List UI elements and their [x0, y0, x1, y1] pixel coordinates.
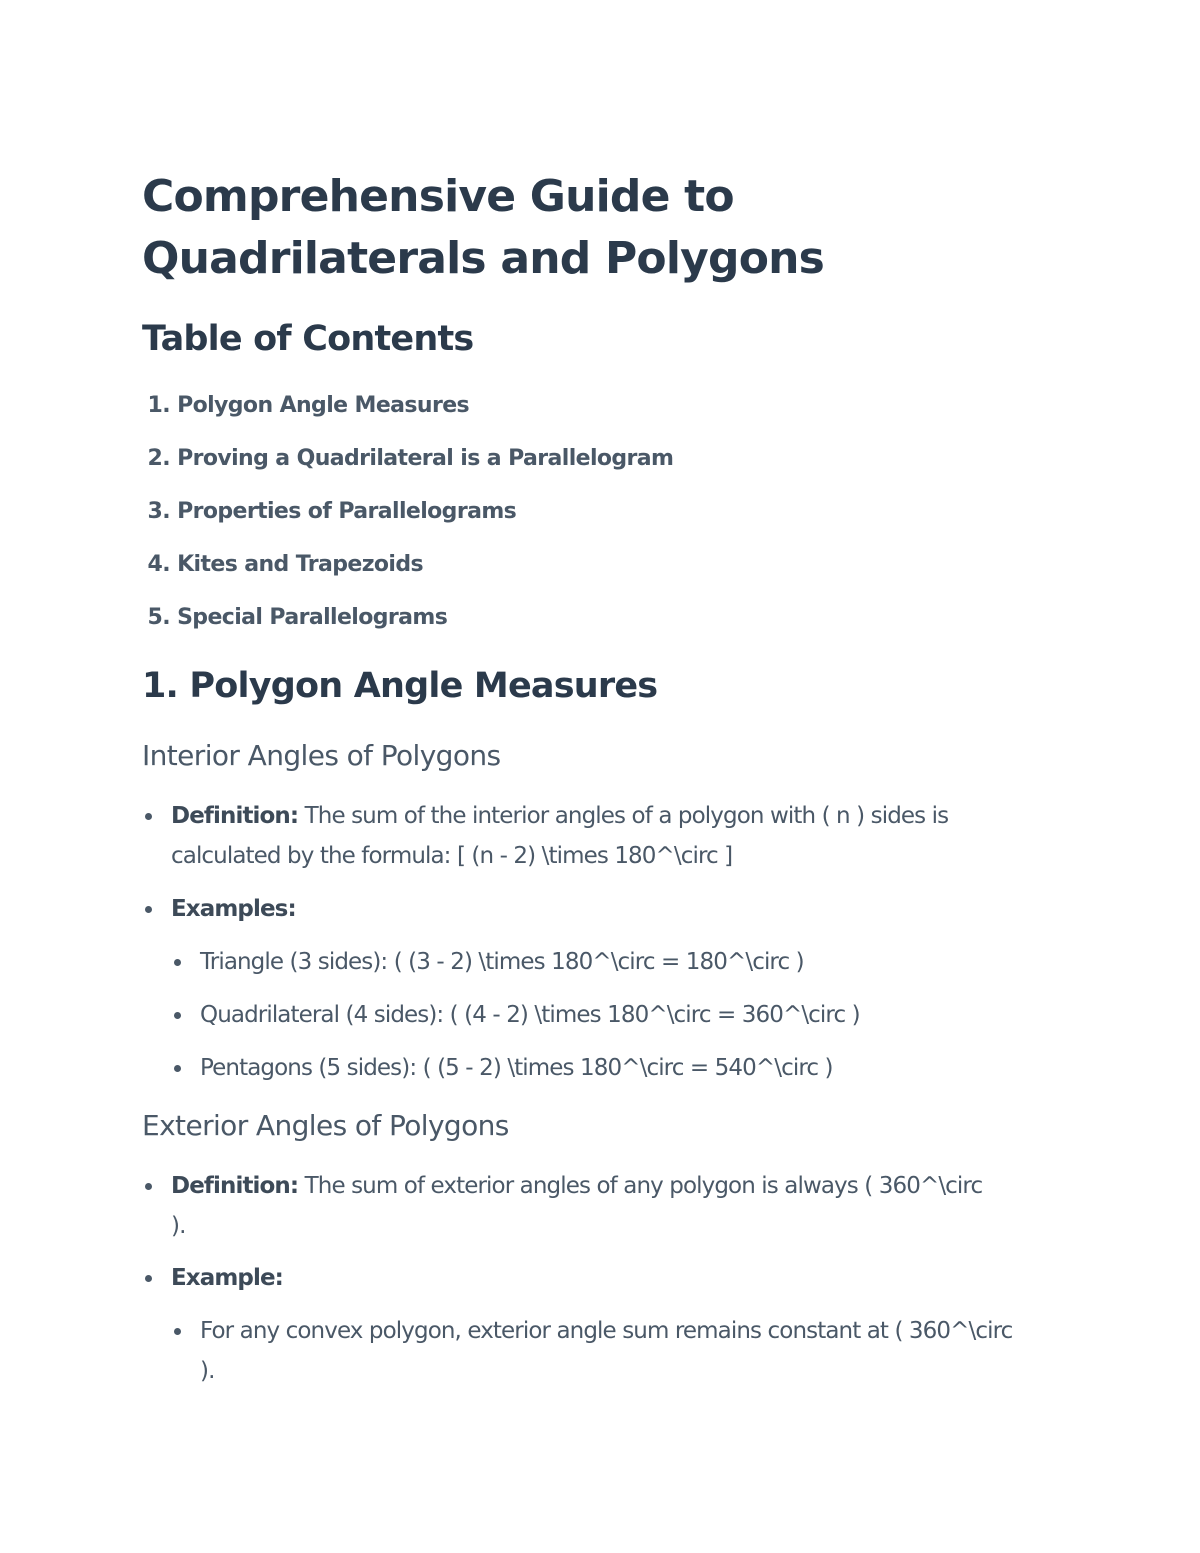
toc-item-4[interactable]: [142, 550, 423, 580]
toc-number: 2.: [147, 446, 170, 471]
example-text: Quadrilateral (4 sides): ( (4 - 2) \times 180^\circ = 360^\circ ): [200, 1002, 860, 1028]
example-text: For any convex polygon, exterior angle sum remains constant at ( 360^\circ ).: [200, 1318, 1013, 1384]
list-item-examples: [171, 889, 1061, 929]
toc-label: Proving a Quadrilateral is a Parallelogram: [177, 446, 674, 471]
toc-label: Kites and Trapezoids: [177, 552, 424, 577]
definition-label: Definition:: [171, 1173, 299, 1199]
bullet-icon: [174, 1012, 181, 1019]
example-text: Triangle (3 sides): ( (3 - 2) \times 180^\circ = 180^\circ ): [200, 949, 804, 975]
examples-label: Examples:: [171, 896, 296, 922]
list-item-example-quadrilateral: [200, 995, 1050, 1035]
section-heading-polygon-angle-measures: 1. Polygon Angle Measures: [142, 666, 658, 706]
example-text: Pentagons (5 sides): ( (5 - 2) \times 180^\circ = 540^\circ ): [200, 1055, 833, 1081]
toc-item-5[interactable]: [142, 603, 447, 633]
bullet-icon: [145, 813, 152, 820]
toc-label: Special Parallelograms: [177, 605, 448, 630]
toc-heading: Table of Contents: [142, 319, 474, 359]
toc-label: Properties of Parallelograms: [177, 499, 517, 524]
toc-item-1[interactable]: [142, 391, 469, 421]
bullet-icon: [174, 1328, 181, 1335]
toc-item-2[interactable]: [142, 444, 673, 474]
list-item-interior-definition: [171, 796, 1061, 876]
example-label: Example:: [171, 1265, 283, 1291]
list-item-example-convex: [200, 1311, 1020, 1391]
list-item-exterior-definition: [171, 1166, 1001, 1246]
subheading-interior-angles: Interior Angles of Polygons: [142, 739, 501, 772]
toc-number: 5.: [147, 605, 170, 630]
list-item-example-pentagon: [200, 1048, 1050, 1088]
list-item-example-triangle: [200, 942, 1050, 982]
toc-item-3[interactable]: [142, 497, 516, 527]
definition-text: The sum of the interior angles of a polygon with ( n ) sides is calculated by the formula: [ (n - 2) \times 180^\circ ]: [171, 803, 949, 869]
document-title: Comprehensive Guide to Quadrilaterals and Polygons: [142, 171, 825, 284]
list-item-example: [171, 1258, 1061, 1298]
bullet-icon: [174, 959, 181, 966]
bullet-icon: [145, 1275, 152, 1282]
bullet-icon: [145, 906, 152, 913]
definition-text: The sum of exterior angles of any polygon is always ( 360^\circ ).: [171, 1173, 983, 1239]
bullet-icon: [145, 1183, 152, 1190]
subheading-exterior-angles: Exterior Angles of Polygons: [142, 1109, 509, 1142]
bullet-icon: [174, 1065, 181, 1072]
toc-number: 3.: [147, 499, 170, 524]
definition-label: Definition:: [171, 803, 299, 829]
toc-number: 4.: [147, 552, 170, 577]
toc-label: Polygon Angle Measures: [177, 393, 470, 418]
toc-number: 1.: [147, 393, 170, 418]
